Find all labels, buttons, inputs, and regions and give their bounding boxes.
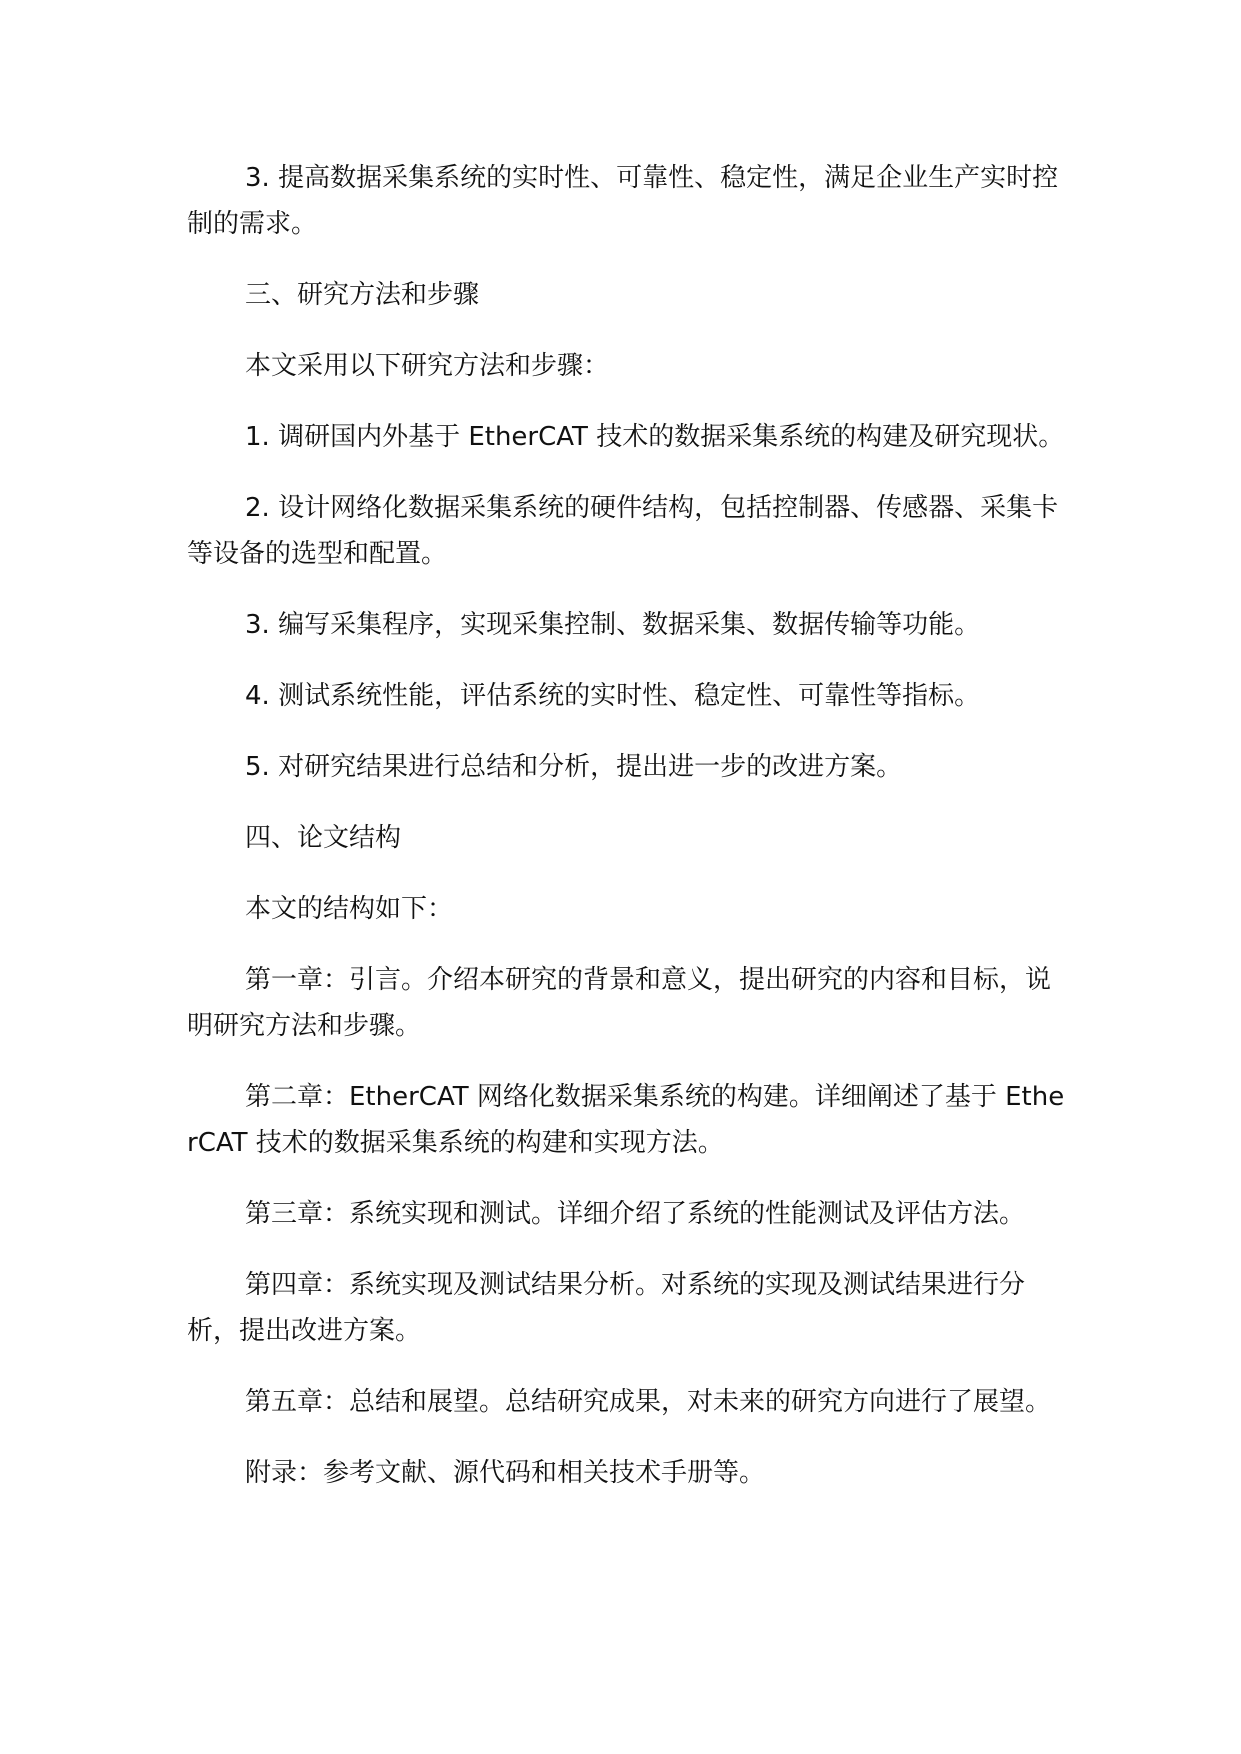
paragraph-method-1: 1. 调研国内外基于 EtherCAT 技术的数据采集系统的构建及研究现状。	[245, 422, 1065, 452]
paragraph-method-4: 4. 测试系统性能，评估系统的实时性、稳定性、可靠性等指标。	[245, 681, 981, 711]
paragraph-method-3: 3. 编写采集程序，实现采集控制、数据采集、数据传输等功能。	[245, 610, 981, 640]
paragraph-methods-intro: 本文采用以下研究方法和步骤：	[245, 351, 610, 381]
paragraph-method-2: 2. 设计网络化数据采集系统的硬件结构，包括控制器、传感器、采集卡等设备的选型和配置。	[187, 493, 1059, 569]
paragraph-chapter-3: 第三章：系统实现和测试。详细介绍了系统的性能测试及评估方法。	[245, 1199, 1026, 1229]
paragraph-structure-intro: 本文的结构如下：	[245, 894, 454, 924]
paragraph-chapter-5: 第五章：总结和展望。总结研究成果，对未来的研究方向进行了展望。	[245, 1387, 1052, 1417]
document-body	[187, 155, 1067, 1521]
paragraph-method-5: 5. 对研究结果进行总结和分析，提出进一步的改进方案。	[245, 752, 903, 782]
section-heading-methods: 三、研究方法和步骤	[245, 280, 480, 310]
paragraph-chapter-4: 第四章：系统实现及测试结果分析。对系统的实现及测试结果进行分析，提出改进方案。	[187, 1270, 1026, 1346]
paragraph-objective-3: 3. 提高数据采集系统的实时性、可靠性、稳定性，满足企业生产实时控制的需求。	[187, 163, 1059, 239]
paragraph-appendix: 附录：参考文献、源代码和相关技术手册等。	[245, 1458, 766, 1488]
paragraph-chapter-2: 第二章：EtherCAT 网络化数据采集系统的构建。详细阐述了基于 EtherCAT 技术的数据采集系统的构建和实现方法。	[187, 1082, 1065, 1158]
paragraph-chapter-1: 第一章：引言。介绍本研究的背景和意义，提出研究的内容和目标，说明研究方法和步骤。	[187, 965, 1052, 1041]
section-heading-structure: 四、论文结构	[245, 823, 402, 853]
